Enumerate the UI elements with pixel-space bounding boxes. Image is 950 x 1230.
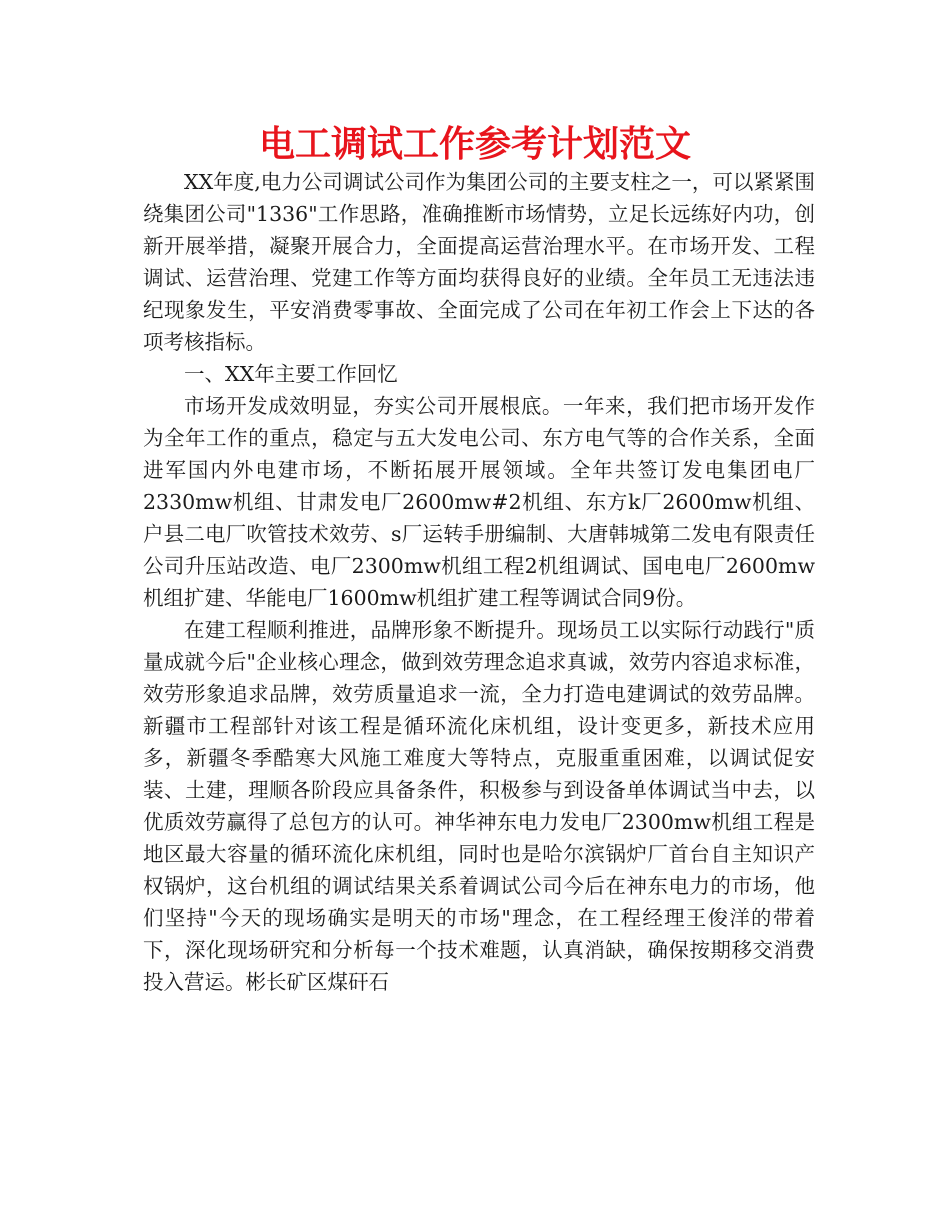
document-title: 电工调试工作参考计划范文 (258, 123, 691, 165)
document-body (143, 166, 815, 998)
paragraph-intro: XX年度,电力公司调试公司作为集团公司的主要支柱之一，可以紧紧围绕集团公司"1336"工作思路，准确推断市场情势，立足长远练好内功，创新开展举措，凝聚开展合力，全面提高运营治理水平。在市场开发、工程调试、运营治理、党建工作等方面均获得良好的业绩。全年员工无违法违纪现象发生，平安消费零事故、全面完成了公司在年初工作会上下达的各项考核指标。 (143, 170, 815, 354)
paragraph-market: 市场开发成效明显，夯实公司开展根底。一年来，我们把市场开发作为全年工作的重点，稳定与五大发电公司、东方电气等的合作关系，全面进军国内外电建市场，不断拓展开展领域。全年共签订发电集团电厂2330mw机组、甘肃发电厂2600mw#2机组、东方k厂2600mw机组、户县二电厂吹管技术效劳、s厂运转手册编制、大唐韩城第二发电有限责任公司升压站改造、电厂2300mw机组工程2机组调试、国电电厂2600mw机组扩建、华能电厂1600mw机组扩建工程等调试合同9份。 (143, 394, 815, 610)
section-heading: 一、XX年主要工作回忆 (184, 362, 398, 386)
paragraph-projects: 在建工程顺利推进，品牌形象不断提升。现场员工以实际行动践行"质量成就今后"企业核心理念，做到效劳理念追求真诚，效劳内容追求标准，效劳形象追求品牌，效劳质量追求一流，全力打造电建调试的效劳品牌。新疆市工程部针对该工程是循环流化床机组，设计变更多，新技术应用多，新疆冬季酷寒大风施工难度大等特点，克服重重困难，以调试促安装、土建，理顺各阶段应具备条件，积极参与到设备单体调试当中去，以优质效劳赢得了总包方的认可。神华神东电力发电厂2300mw机组工程是地区最大容量的循环流化床机组，同时也是哈尔滨锅炉厂首台自主知识产权锅炉，这台机组的调试结果关系着调试公司今后在神东电力的市场，他们坚持"今天的现场确实是明天的市场"理念，在工程经理王俊洋的带着下，深化现场研究和分析每一个技术难题，认真消缺，确保按期移交消费投入营运。彬长矿区煤矸石 (143, 618, 815, 994)
